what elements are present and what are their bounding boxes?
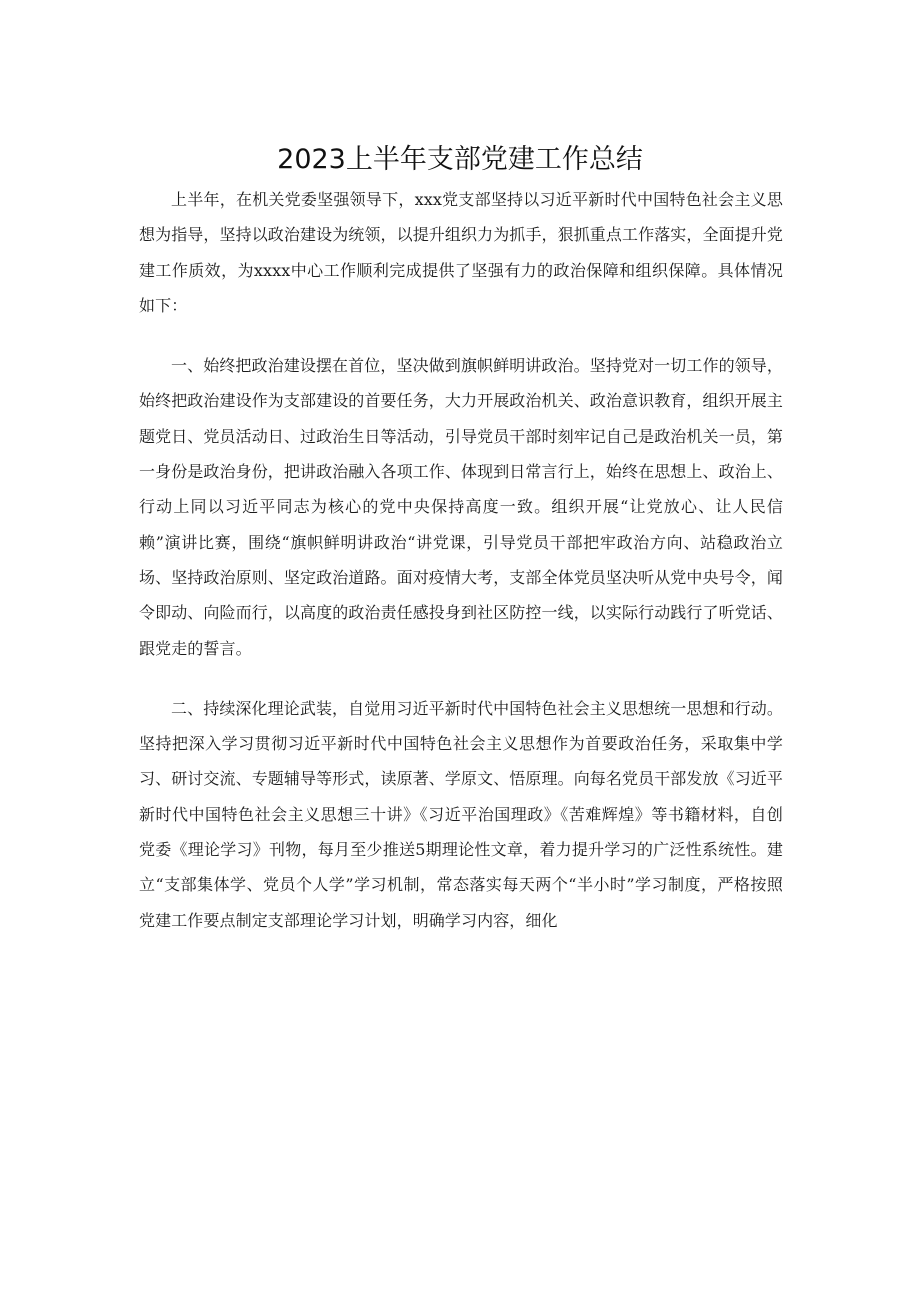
- paragraph-section-2: 二、持续深化理论武装，自觉用习近平新时代中国特色社会主义思想统一思想和行动。坚持把深入学习贯彻习近平新时代中国特色社会主义思想作为首要政治任务，采取集中学习、研讨交流、专题辅导等形式，读原著、学原文、悟原理。向每名党员干部发放《习近平新时代中国特色社会主义思想三十讲》《习近平治国理政》《苦难辉煌》等书籍材料，自创党委《理论学习》刊物，每月至少推送5期理论性文章，着力提升学习的广泛性系统性。建立“支部集体学、党员个人学”学习机制，常态落实每天两个“半小时”学习制度，严格按照党建工作要点制定支部理论学习计划，明确学习内容，细化: [139, 698, 784, 930]
- paragraph-section-1: 一、始终把政治建设摆在首位，坚决做到旗帜鲜明讲政治。坚持党对一切工作的领导，始终把政治建设作为支部建设的首要任务，大力开展政治机关、政治意识教育，组织开展主题党日、党员活动日、过政治生日等活动，引导党员干部时刻牢记自己是政治机关一员，第一身份是政治身份，把讲政治融入各项工作、体现到日常言行上，始终在思想上、政治上、行动上同以习近平同志为核心的党中央保持高度一致。组织开展“让党放心、让人民信赖”演讲比赛，围绕“旗帜鲜明讲政治“讲党课，引导党员干部把牢政治方向、站稳政治立场、坚持政治原则、坚定政治道路。面对疫情大考，支部全体党员坚决听从党中央号令，闻令即动、向险而行，以高度的政治责任感投身到社区防控一线，以实际行动践行了听党话、跟党走的誓言。: [139, 356, 784, 658]
- paragraph-intro: 上半年，在机关党委坚强领导下，xxx党支部坚持以习近平新时代中国特色社会主义思想为指导，坚持以政治建设为统领，以提升组织力为抓手，狠抓重点工作落实，全面提升党建工作质效，为xxxx中心工作顺利完成提供了坚强有力的政治保障和组织保障。具体情况如下：: [139, 190, 784, 315]
- document-title: 2023上半年支部党建工作总结: [277, 144, 643, 175]
- document-body: [139, 182, 783, 938]
